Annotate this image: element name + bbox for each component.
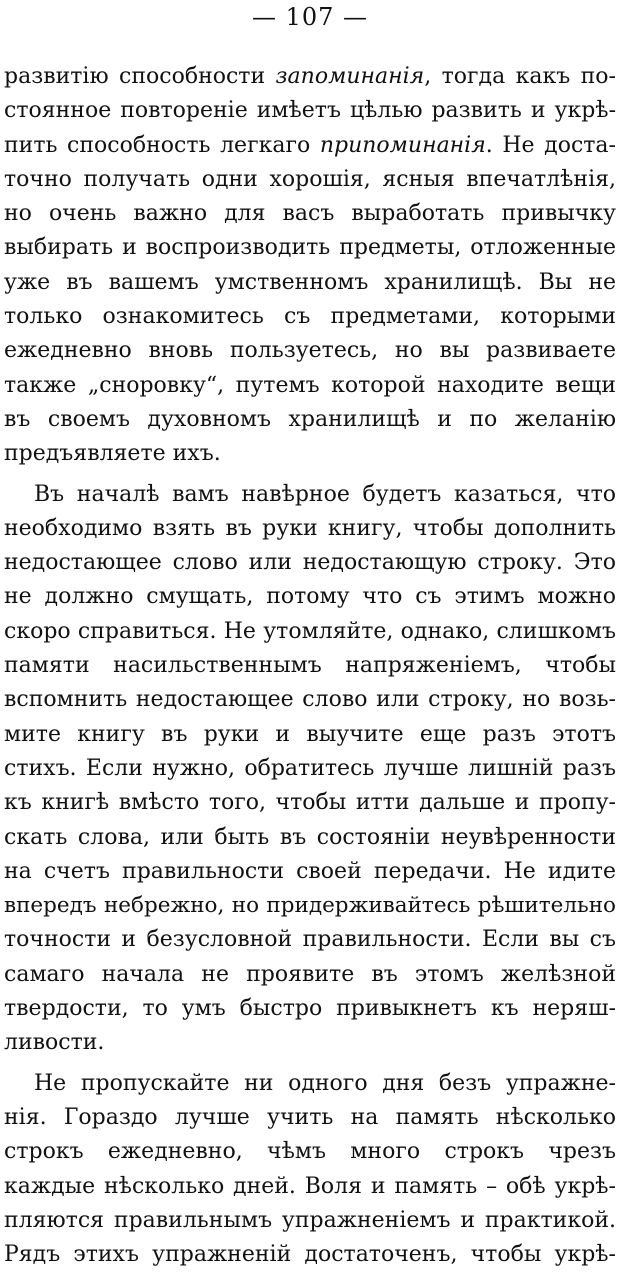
text-line (4, 300, 616, 334)
emphasized-word: припоминанія (319, 132, 486, 158)
text-span: впередъ небрежно, но придерживайтесь рѣшительно (4, 893, 616, 919)
text-span: пить способность легкаго (4, 132, 320, 158)
text-span: . Не доста- (485, 132, 616, 158)
text-line (4, 334, 616, 368)
text-span: также „сноровку“, путемъ которой находите вещи (4, 372, 616, 398)
text-span: твердости, то умъ быстро привыкнетъ къ неряш- (4, 996, 616, 1022)
text-line (4, 1067, 616, 1101)
text-line (4, 94, 616, 128)
text-line (4, 478, 616, 512)
text-span: на счетъ правильности своей передачи. Не идите (4, 858, 616, 884)
text-line (4, 60, 616, 94)
text-line (4, 197, 616, 231)
text-line (4, 615, 616, 649)
text-span: ливости. (4, 1030, 105, 1056)
text-span: точно получать одни хорошія, ясныя впечатлѣнія, (4, 166, 616, 192)
text-line (4, 1135, 616, 1169)
text-line (4, 580, 616, 614)
text-span: предъявляете ихъ. (4, 441, 221, 467)
text-line (4, 992, 616, 1026)
text-span: Въ началѣ вамъ навѣрное будетъ казаться, что (34, 481, 616, 507)
text-line (4, 163, 616, 197)
text-line (4, 546, 616, 580)
text-line (4, 266, 616, 300)
text-span: Не пропускайте ни одного дня безъ упражне- (34, 1070, 616, 1096)
text-span: выбирать и воспроизводить предметы, отложенные (4, 235, 616, 261)
text-span: не должно смущать, потому что съ этимъ можно (4, 584, 616, 610)
text-span: , тогда какъ по- (424, 64, 616, 89)
text-line (4, 718, 616, 752)
text-span: вспомнить недостающее слово или строку, но возь- (4, 687, 616, 713)
text-span: скать слова, или быть въ состояніи неувѣренности (4, 824, 616, 850)
text-line (4, 786, 616, 820)
text-line (4, 231, 616, 265)
text-span: каждые нѣсколько дней. Воля и память – обѣ укрѣ- (4, 1173, 616, 1199)
text-line (4, 1204, 616, 1238)
text-span: развитію способности (4, 64, 276, 89)
text-line (4, 369, 616, 403)
text-line (4, 958, 616, 992)
text-span: Рядъ этихъ упражненій достаточенъ, чтобы укрѣ- (4, 1242, 616, 1268)
text-line (4, 889, 616, 923)
text-line (4, 437, 616, 471)
text-span: стихъ. Если нужно, обратитесь лучше лишній разъ (4, 755, 616, 781)
text-span: строкъ ежедневно, чѣмъ много строкъ чрезъ (4, 1139, 616, 1165)
text-span: уже въ вашемъ умственномъ хранилищѣ. Вы не (4, 269, 616, 295)
text-line (4, 1170, 616, 1204)
text-line (4, 403, 616, 437)
text-span: памяти насильственнымъ напряженіемъ, чтобы (4, 653, 616, 679)
text-line (4, 683, 616, 717)
text-line (4, 821, 616, 855)
body-text (4, 60, 616, 1272)
page-number: — 107 — (251, 3, 369, 31)
text-line (4, 855, 616, 889)
emphasized-word: запоминанія (275, 64, 425, 89)
text-line (4, 129, 616, 163)
text-span: нія. Гораздо лучше учить на память нѣсколько (4, 1104, 616, 1130)
text-span: ежедневно вновь пользуетесь, но вы развиваете (4, 338, 616, 364)
text-line (4, 1026, 616, 1060)
text-line (4, 1101, 616, 1135)
text-line (4, 752, 616, 786)
text-span: самаго начала не проявите въ этомъ желѣзной (4, 961, 616, 987)
text-span: скоро справиться. Не утомляйте, однако, слишкомъ (4, 618, 616, 644)
text-line (4, 649, 616, 683)
text-span: пляются правильнымъ упражненіемъ и практикой. (4, 1207, 616, 1233)
text-line (4, 512, 616, 546)
text-span: точности и безусловной правильности. Если вы съ (4, 927, 616, 953)
text-span: только ознакомитесь съ предметами, которыми (4, 304, 616, 330)
text-line (4, 1238, 616, 1272)
text-span: стоянное повтореніе имѣетъ цѣлью развить и укрѣ- (4, 98, 616, 124)
text-span: недостающее слово или недостающую строку. Это (4, 550, 616, 576)
text-span: мите книгу въ руки и выучите еще разъ этотъ (4, 721, 616, 747)
text-span: къ книгѣ вмѣсто того, чтобы итти дальше и пропу- (4, 790, 616, 816)
text-span: но очень важно для васъ выработать привычку (4, 201, 616, 227)
text-span: необходимо взять въ руки книгу, чтобы дополнить (4, 515, 616, 541)
text-span: въ своемъ духовномъ хранилищѣ и по желанію (4, 406, 616, 432)
text-line (4, 923, 616, 957)
